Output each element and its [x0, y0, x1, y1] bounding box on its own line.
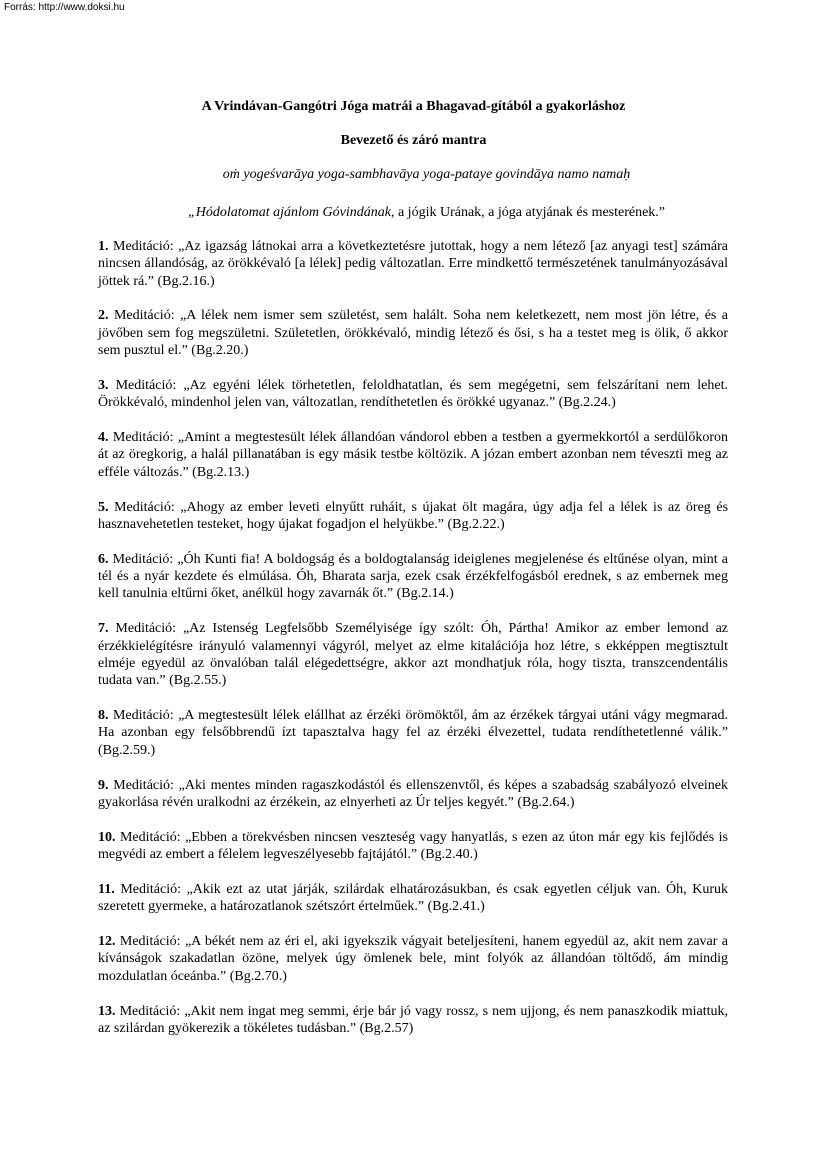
meditation-text: „Az igazság látnokai arra a következtetésre jutottak, hogy a nem létező [az anyagi test] számára nincsen állandóság, az örökkévaló [a lélek] pedig változatlan. Erre mindkettő természetének tanulmányozásával jöttek rá.” (Bg.2.16.) [98, 239, 729, 289]
meditation-number: 8. [98, 708, 109, 724]
meditation-number: 12. [98, 934, 116, 950]
meditation-item [98, 933, 728, 985]
meditation-label: Meditáció: [113, 308, 175, 324]
meditation-label: Meditáció: [115, 377, 177, 393]
meditation-text: „Ahogy az ember leveti elnyűtt ruháit, s újakat ölt magára, úgy adja fel a lélek is az öreg és hasznavehetetlen testeket, hogy újakat fogadjon el helyükbe.” (Bg.2.22.) [98, 499, 729, 532]
meditation-item [98, 238, 728, 290]
translation-italic: „Hódolatomat ajánlom Góvindának [187, 205, 391, 220]
meditation-item [98, 707, 728, 759]
mantra-line: oṁ yogeśvarāya yoga-sambhavāya yoga-pataye govindāya namo namaḥ [222, 167, 631, 182]
meditation-label: Meditáció: [112, 551, 174, 567]
meditation-number: 9. [98, 777, 109, 793]
meditation-number: 13. [98, 1003, 116, 1019]
meditation-number: 4. [98, 430, 109, 446]
meditation-number: 7. [98, 621, 109, 637]
meditation-item [98, 377, 728, 412]
meditation-text: „Az egyéni lélek törhetetlen, feloldhatatlan, és sem megégetni, sem felszárítani nem lehet. Örökkévaló, mindenhol jelen van, változatlan, rendíthetetlen és örökké ugyanaz.” (Bg.2.24.) [98, 377, 729, 411]
meditation-number: 2. [98, 308, 109, 324]
meditation-text: „Az Istenség Legfelsőbb Személyisége így szólt: Óh, Pártha! Amikor az ember lemond az érzékkielégítésre irányuló valamennyi vágyról, melyet az elme kitalációja hoz létre, s ekképpen megtisztult elméje egyedül az önvalóban talál elégedettségre, akkor azt mondhatjuk róla, hogy tiszta, transzcendentális tudata van.” (Bg.2.55.) [98, 621, 729, 689]
meditation-text: „Aki mentes minden ragaszkodástól és ellenszenvtől, és képes a szabadság szabályozó elveinek gyakorlása révén uralkodni az érzékein, az elnyerheti az Úr teljes kegyét.” (Bg.2.64.) [98, 777, 729, 810]
meditation-label: Meditáció: [114, 499, 175, 515]
meditation-text: „Akit nem ingat meg semmi, érje bár jó vagy rossz, s nem ujjong, és nem panaszkodik miattuk, az szilárdan gyökerezik a tökéletes tudásban.” (Bg.2.57) [98, 1003, 729, 1036]
meditation-text: „A megtestesült lélek elállhat az érzéki örömöktől, ám az érzékek tárgyai utáni vágy megmarad. Ha azonban egy felsőbbrendű ízt tapasztalva hagy fel az érzéki élvezettel, tudata rendíthetetlenné válik.” (Bg.2.59.) [98, 708, 728, 758]
meditation-item [98, 307, 728, 359]
meditation-text: „Ebben a törekvésben nincsen veszteség vagy hanyatlás, s ezen az úton már egy kis fejlődés is megvédi az embert a félelem legveszélyesebb fajtájától.” (Bg.2.40.) [98, 829, 728, 863]
meditation-label: Meditáció: [119, 1003, 181, 1019]
meditation-label: Meditáció: [113, 777, 174, 793]
page-title: A Vrindávan-Gangótri Jóga matrái a Bhagavad-gítából a gyakorláshoz [201, 99, 626, 114]
meditation-label: Meditáció: [113, 239, 174, 254]
meditation-number: 6. [98, 551, 109, 567]
meditation-label: Meditáció: [119, 829, 181, 845]
meditation-label: Meditáció: [120, 881, 181, 897]
meditation-text: „A lélek nem ismer sem születést, sem halált. Soha nem keletkezett, nem most jön létre, és a jövőben sem fog megszületni. Születetlen, örökkévaló, mindig létező és ősi, s ha a testet meg is ölik, ő akkor sem pusztul el.” (Bg.2.20.) [98, 308, 729, 359]
meditation-number: 3. [98, 377, 109, 393]
meditation-label: Meditáció: [119, 934, 181, 950]
meditation-list [98, 238, 728, 1055]
meditation-label: Meditáció: [112, 430, 174, 446]
source-note: Forrás: http://www.doksi.hu [4, 2, 125, 13]
meditation-text: „Akik ezt az utat járják, szilárdak elhatározásukban, és csak egyetlen céljuk van. Óh, Kuruk szeretett gyermeke, a határozatlanok szétszórt értelműek.” (Bg.2.41.) [98, 881, 729, 915]
meditation-label: Meditáció: [115, 621, 177, 637]
meditation-item [98, 499, 728, 534]
translation-rest: , a jógik Urának, a jóga atyjának és mesterének.” [390, 205, 666, 220]
meditation-number: 10. [98, 829, 116, 845]
meditation-text: „A békét nem az éri el, aki igyekszik vágyait beteljesíteni, hanem egyedül az, akit nem zavar a kívánságok szakadatlan özöne, melyek úgy ömlenek bele, mint folyók az állandóan töltődő, ám mindig mozdulatlan óceánba.” (Bg.2.70.) [98, 934, 729, 984]
section-subtitle: Bevezető és záró mantra [340, 133, 487, 148]
meditation-label: Meditáció: [112, 708, 174, 724]
mantra-translation [0, 205, 827, 221]
meditation-item [98, 829, 728, 864]
meditation-item [98, 429, 728, 481]
meditation-item [98, 777, 728, 812]
meditation-item [98, 620, 728, 689]
meditation-item [98, 1003, 728, 1038]
meditation-item [98, 551, 728, 603]
meditation-number: 11. [98, 881, 115, 897]
meditation-text: „Amint a megtestesült lélek állandóan vándorol ebben a testben a gyermekkortól a serdülőkoron át az öregkorig, a halál pillanatában is egy másik testbe költözik. A józan embert azonban nem téveszti meg az efféle változás.” (Bg.2.13.) [98, 430, 729, 480]
meditation-item [98, 881, 728, 916]
meditation-text: „Óh Kunti fia! A boldogság és a boldogtalanság ideiglenes megjelenése és eltűnése olyan, mint a tél és a nyár kezdete és elmúlása. Óh, Bharata sarja, ezek csak érzékfelfogásból erednek, s az embernek meg kell tanulnia eltűrni őket, anélkül hogy zavarnák őt.” (Bg.2.14.) [98, 551, 728, 602]
meditation-number: 5. [98, 499, 109, 515]
meditation-number: 1. [98, 239, 109, 254]
